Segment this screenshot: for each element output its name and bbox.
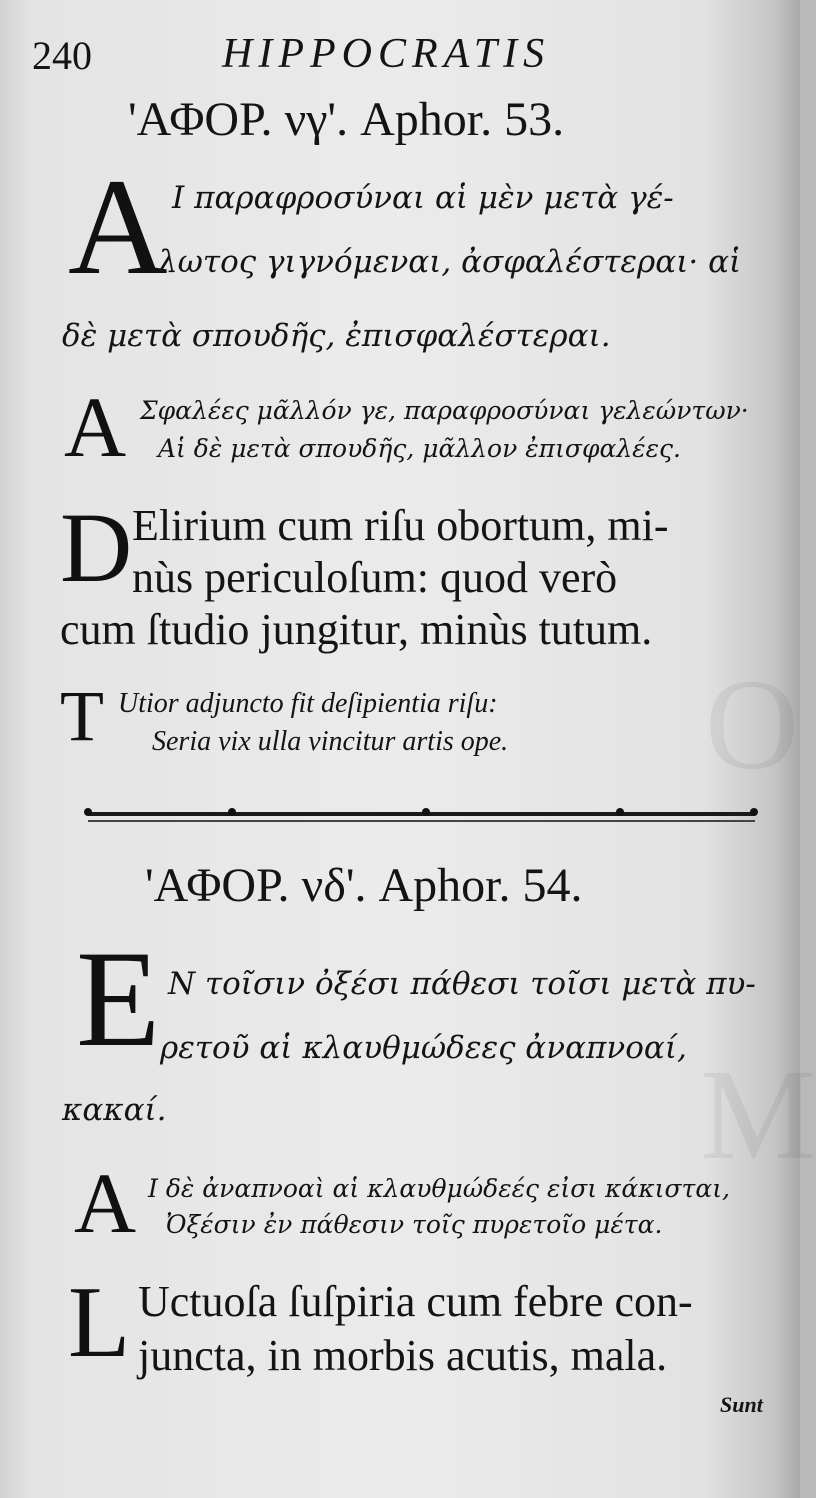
drop-cap: T [60, 676, 104, 756]
latin-text-line: nùs periculoſum: quod verò [132, 553, 618, 602]
latin-text-line: cum ſtudio jungitur, minùs tutum. [60, 605, 653, 654]
drop-cap: D [60, 492, 133, 603]
divider-ornament [750, 808, 758, 816]
divider-ornament [84, 808, 92, 816]
running-title: HIPPOCRATIS [222, 31, 551, 77]
catchword: Sunt [720, 1392, 763, 1417]
latin-text-line: Elirium cum riſu obortum, mi- [132, 501, 669, 550]
divider-ornament [422, 808, 430, 816]
divider-ornament [228, 808, 236, 816]
latin-verse-line: Seria vix ulla vincitur artis ope. [152, 726, 509, 757]
page-number: 240 [32, 33, 92, 78]
drop-cap: A [68, 150, 168, 303]
greek-text-line: λωτος γιγνόμεναι, ἀσφαλέστεραι· αἱ [158, 244, 742, 280]
divider-ornament [616, 808, 624, 816]
latin-verse-line: Utior adjuncto fit deſipientia riſu: [118, 688, 498, 719]
greek-paraphrase-line: Σφαλέες μᾶλλόν γε, παραφροσύναι γελεώντων· [140, 396, 749, 425]
section-divider-thin [88, 820, 755, 822]
greek-text-line: ρετοῦ αἱ κλαυθμώδεες ἀναπνοαί, [160, 1030, 687, 1066]
greek-text-line: δὲ μετὰ σπουδῆς, ἐπισφαλέστεραι. [62, 318, 611, 354]
aphorism-53-heading: 'ΑΦΟΡ. νγ'. Aphor. 53. [128, 93, 565, 146]
greek-text-line: I παραφροσύναι αἱ μὲν μετὰ γέ- [172, 180, 674, 216]
latin-text-line: juncta, in morbis acutis, mala. [138, 1331, 668, 1380]
greek-text-line: κακαί. [62, 1092, 167, 1128]
drop-cap: A [64, 379, 127, 475]
show-through-letter: M [700, 1043, 816, 1187]
greek-text-line: N τοῖσιν ὀξέσι πάθεσι τοῖσι μετὰ πυ- [168, 966, 756, 1002]
greek-paraphrase-line: I δὲ ἀναπνοαὶ αἱ κλαυθμώδεές εἰσι κάκισται, [148, 1174, 731, 1203]
greek-paraphrase-line: Αἱ δὲ μετὰ σπουδῆς, μᾶλλον ἐπισφαλέες. [158, 434, 681, 463]
drop-cap: L [68, 1266, 131, 1379]
drop-cap: E [76, 922, 161, 1075]
drop-cap: A [74, 1155, 137, 1251]
aphorism-54-heading: 'ΑΦΟΡ. νδ'. Aphor. 54. [145, 859, 583, 912]
show-through-letter: O [705, 653, 799, 797]
latin-text-line: Uctuoſa ſuſpiria cum febre con- [138, 1277, 693, 1326]
greek-paraphrase-line: Ὀξέσιν ἐν πάθεσιν τοῖς πυρετοῖο μέτα. [166, 1210, 663, 1239]
